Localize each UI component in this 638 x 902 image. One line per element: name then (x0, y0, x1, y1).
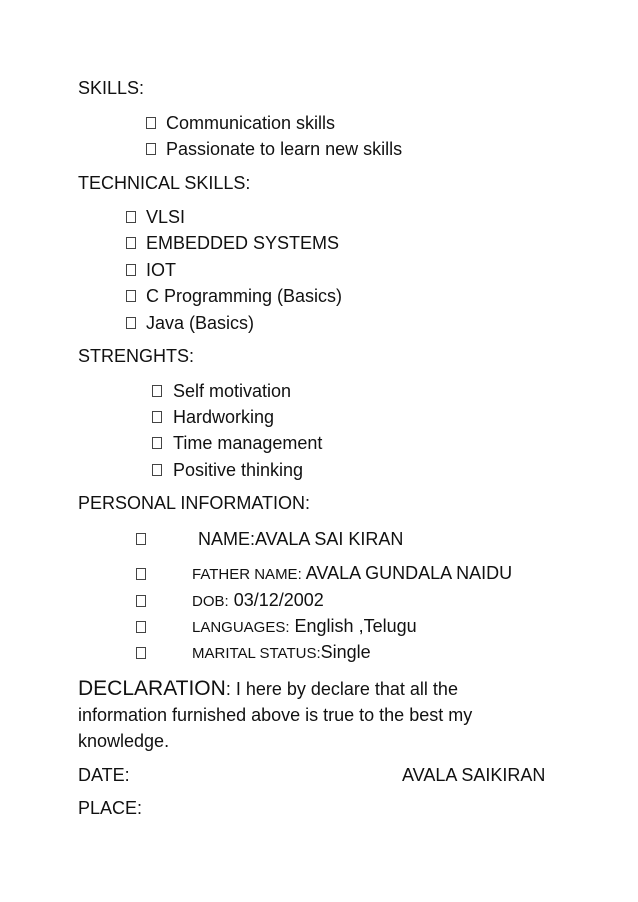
bullet-icon (126, 264, 136, 276)
languages-value: English ,Telugu (289, 616, 417, 636)
bullet-icon (146, 143, 156, 155)
technical-item-1: VLSI (146, 207, 186, 227)
bullet-icon (152, 411, 162, 423)
dob-value: 03/12/2002 (228, 590, 324, 610)
bullet-icon (152, 437, 162, 449)
marital-row (192, 643, 371, 662)
strengths-item-1: Self motivation (173, 381, 292, 401)
strengths-heading: STRENGHTS: (78, 346, 195, 366)
bullet-icon (126, 237, 136, 249)
bullet-icon (136, 568, 146, 580)
bullet-icon (126, 211, 136, 223)
technical-heading: TECHNICAL SKILLS: (78, 173, 251, 193)
date-label: DATE: (78, 765, 130, 785)
dob-row (192, 591, 324, 610)
technical-item-2: EMBEDDED SYSTEMS (146, 233, 340, 253)
declaration-heading: DECLARATION (78, 677, 226, 700)
languages-row (192, 617, 417, 636)
marital-value: Single (320, 642, 371, 662)
skills-item-1: Communication skills (166, 113, 336, 133)
declaration-line-1 (78, 678, 458, 699)
dob-label: DOB: (192, 593, 229, 610)
declaration-text-1: : I here by declare that all the (225, 679, 458, 699)
strengths-item-3: Time management (173, 433, 323, 453)
place-label: PLACE: (78, 798, 143, 818)
languages-label: LANGUAGES: (192, 619, 290, 636)
bullet-icon (136, 647, 146, 659)
father-name-value: AVALA GUNDALA NAIDU (301, 563, 513, 583)
marital-label: MARITAL STATUS: (192, 645, 321, 662)
strengths-item-4: Positive thinking (173, 460, 304, 480)
personal-name: NAME:AVALA SAI KIRAN (198, 529, 404, 549)
skills-item-2: Passionate to learn new skills (166, 139, 403, 159)
father-name-row (192, 564, 512, 583)
bullet-icon (152, 385, 162, 397)
bullet-icon (126, 290, 136, 302)
bullet-icon (152, 464, 162, 476)
declaration-text-3: knowledge. (78, 731, 170, 751)
bullet-icon (126, 317, 136, 329)
personal-heading: PERSONAL INFORMATION: (78, 493, 311, 513)
signature-name: AVALA SAIKIRAN (402, 765, 546, 785)
technical-item-3: IOT (146, 260, 176, 280)
bullet-icon (136, 533, 146, 545)
bullet-icon (136, 595, 146, 607)
bullet-icon (136, 621, 146, 633)
declaration-text-2: information furnished above is true to the best my (78, 705, 473, 725)
skills-heading: SKILLS: (78, 78, 145, 98)
strengths-item-2: Hardworking (173, 407, 275, 427)
father-name-label: FATHER NAME: (192, 566, 302, 583)
technical-item-4: C Programming (Basics) (146, 286, 343, 306)
technical-item-5: Java (Basics) (146, 313, 255, 333)
bullet-icon (146, 117, 156, 129)
